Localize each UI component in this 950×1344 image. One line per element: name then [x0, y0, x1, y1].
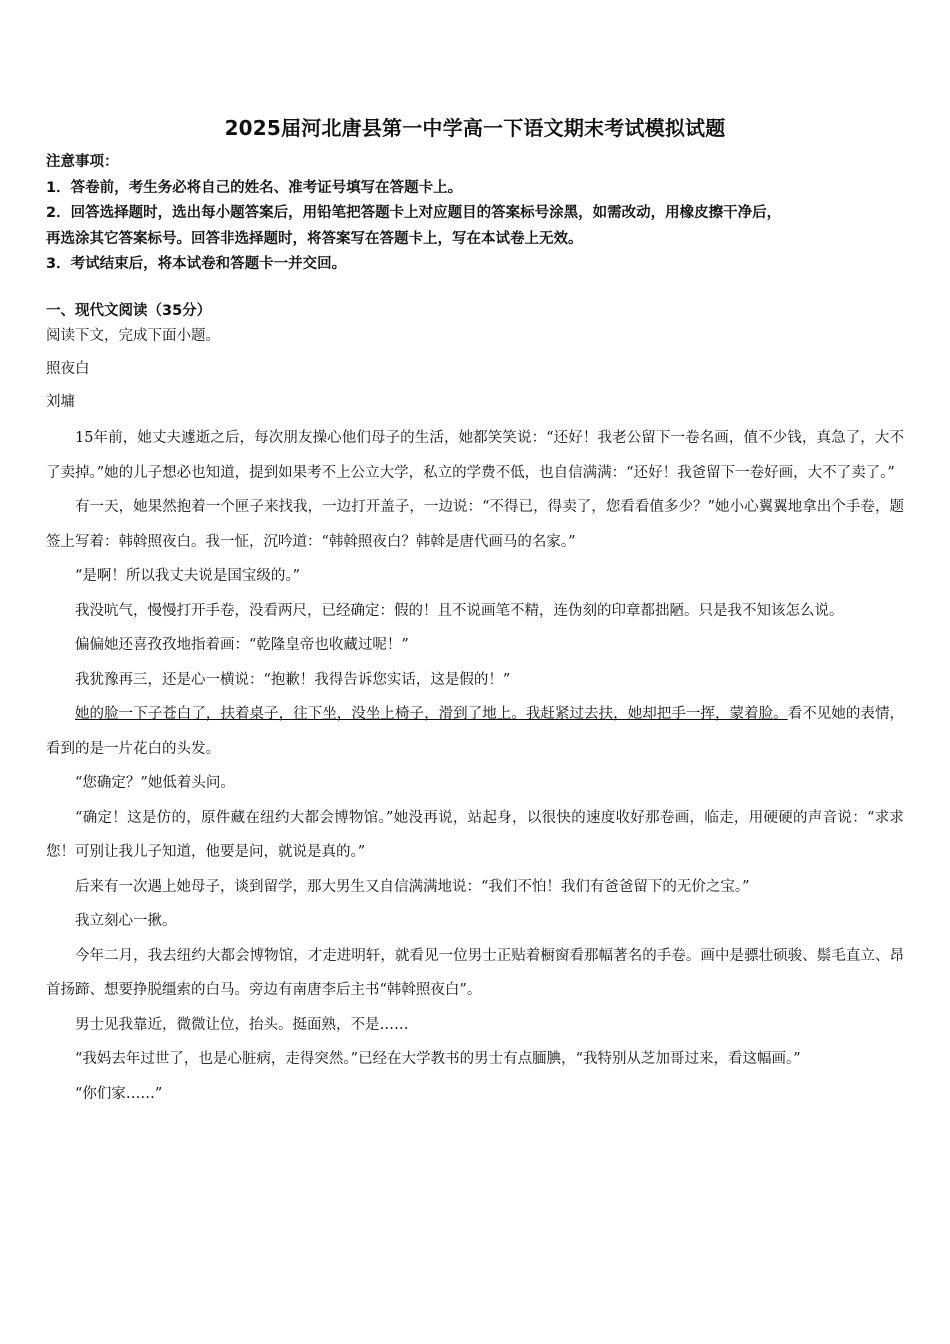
paragraph: 我没吭气，慢慢打开手卷，没看两尺，已经确定：假的！且不说画笔不精，连伪刻的印章都拙陋。只是我不知该怎么说。 — [75, 602, 844, 619]
paragraph: 我立刻心一揪。 — [75, 913, 177, 929]
notice-block — [46, 150, 906, 278]
page-title: 2025届河北唐县第一中学高一下语文期末考试模拟试题 — [224, 116, 726, 140]
paragraph: “我妈去年过世了，也是心脏病，走得突然。”已经在大学教书的男士有点腼腆，“我特别从芝加哥过来，看这幅画。” — [75, 1051, 801, 1067]
paragraph: 我犹豫再三，还是心一横说：“抱歉！我得告诉您实话，这是假的！” — [75, 671, 511, 688]
article-body — [46, 421, 904, 1111]
paragraph: “您确定？”她低着头问。 — [75, 775, 235, 791]
paragraph: 有一天，她果然抱着一个匣子来找我，一边打开盖子，一边说：“不得已，得卖了，您看看值多少？”她小心翼翼地拿出个手卷，题签上写着：韩斡照夜白。我一怔，沉吟道：“韩斡照夜白？韩斡是唐代画马的名家。” — [46, 499, 904, 550]
article-title: 照夜白 — [46, 361, 90, 377]
paragraph: 后来有一次遇上她母子，谈到留学，那大男生又自信满满地说：“我们不怕！我们有爸爸留下的无价之宝。” — [75, 878, 750, 895]
notice-item-2: 2．回答选择题时，选出每小题答案后，用铅笔把答题卡上对应题目的答案标号涂黑，如需改动，用橡皮擦干净后， — [46, 205, 782, 221]
paragraph — [46, 697, 904, 766]
section-heading: 一、现代文阅读（35分） — [46, 303, 212, 319]
paragraph: 15年前，她丈夫遽逝之后，每次朋友操心他们母子的生活，她都笑笑说：“还好！我老公留下一卷名画，值不少钱，真急了，大不了卖掉。”她的儿子想必也知道，提到如果考不上公立大学，私立的学费不低，也自信满满：“还好！我爸留下一卷好画，大不了卖了。” — [46, 430, 904, 481]
notice-item-1: 1．答卷前，考生务必将自己的姓名、准考证号填写在答题卡上。 — [46, 179, 463, 196]
notice-heading: 注意事项： — [46, 154, 119, 170]
section-instruction: 阅读下文，完成下面小题。 — [46, 328, 220, 344]
paragraph: 偏偏她还喜孜孜地指着画：“乾隆皇帝也收藏过呢！” — [75, 637, 409, 653]
paragraph: “是啊！所以我丈夫说是国宝级的。” — [75, 568, 301, 584]
paragraph: “确定！这是仿的，原件藏在纽约大都会博物馆。”她没再说，站起身，以很快的速度收好那卷画，临走，用硬硬的声音说：“求求您！可别让我儿子知道，他要是问，就说是真的。” — [46, 809, 904, 860]
notice-item-2-cont: 再选涂其它答案标号。回答非选择题时，将答案写在答题卡上，写在本试卷上无效。 — [46, 230, 583, 247]
article-author: 刘墉 — [46, 394, 75, 410]
paragraph-continuation: 看不见她的表情，看到的是一片花白的头发。 — [46, 706, 904, 757]
underlined-sentence: 她的脸一下子苍白了，扶着桌子，往下坐，没坐上椅子，滑到了地上。我赶紧过去扶，她却把手一挥，蒙着脸。 — [75, 706, 788, 722]
notice-item-3: 3．考试结束后，将本试卷和答题卡一并交回。 — [46, 256, 347, 272]
paragraph: 男士见我靠近，微微让位，抬头。挺面熟，不是…… — [75, 1016, 409, 1033]
paragraph: “你们家……” — [75, 1085, 163, 1102]
paragraph: 今年二月，我去纽约大都会博物馆，才走进明轩，就看见一位男士正贴着橱窗看那幅著名的手卷。画中是骠壮硕骏、鬃毛直立、昂首扬蹄、想要挣脱缰索的白马。旁边有南唐李后主书“韩斡照夜白”。 — [46, 947, 904, 998]
